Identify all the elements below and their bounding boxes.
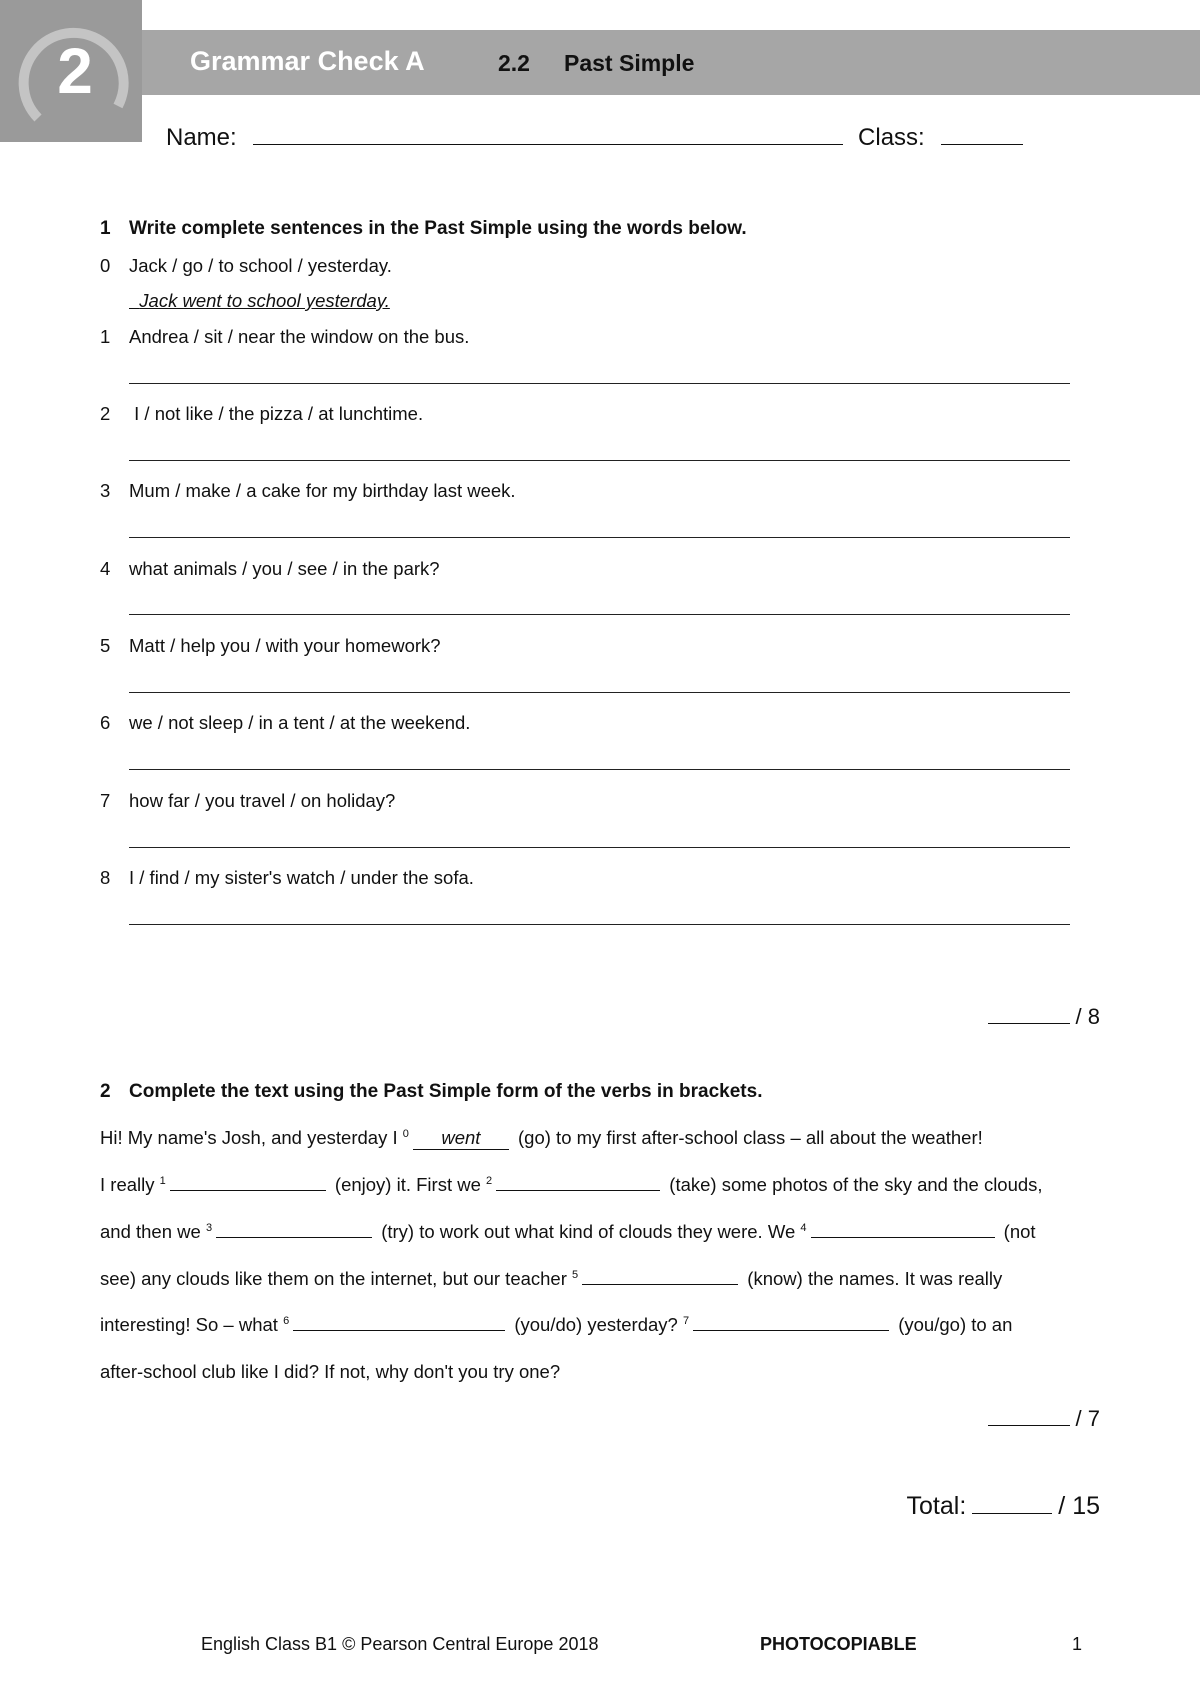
question-item: 8 I / find / my sister's watch / under the sofa. [100,867,474,888]
gap-3[interactable] [216,1221,372,1238]
exercise1-score-field[interactable] [988,1005,1070,1024]
unit-number: 2 [57,35,93,107]
exercise1-heading [100,218,747,240]
exercise2-heading [100,1081,762,1103]
total-score [907,1492,1100,1521]
answer-line-1[interactable] [129,383,1070,384]
gap-6[interactable] [293,1314,505,1331]
example-prompt: Jack / go / to school / yesterday. [129,255,392,276]
answer-line-7[interactable] [129,847,1070,848]
example-item [100,255,392,277]
example-answer: Jack went to school yesterday. [139,290,390,311]
question-item: 7 how far / you travel / on holiday? [100,790,396,811]
total-score-field[interactable] [972,1493,1052,1514]
name-field[interactable] [253,122,843,145]
gap-7[interactable] [693,1314,889,1331]
text-line-1: Hi! My name's Josh, and yesterday I $^0$ went (go) to my first after-school class – all about the weather! [100,1127,983,1148]
answer-line-2[interactable] [129,460,1070,461]
example-number: 0 [100,255,111,276]
question-item: 6 we / not sleep / in a tent / at the weekend. [100,712,471,733]
unit-badge [0,0,142,142]
text-line-4: see) any clouds like them on the internet, but our teacher $^5$ (know) the names. It was really [100,1268,1003,1289]
total-label: Total: [906,1492,967,1520]
answer-line-3[interactable] [129,537,1070,538]
text-line-2: I really $^1$ (enjoy) it. First we $^2$ (take) some photos of the sky and the clouds, [100,1174,1043,1195]
question-item: 2 I / not like / the pizza / at lunchtime. [100,403,424,424]
exercise1-number: 1 [100,218,111,239]
footer-photocopiable: PHOTOCOPIABLE [760,1634,917,1654]
gap-1[interactable] [170,1174,326,1191]
grammar-topic: Past Simple [564,50,695,76]
student-info-row [166,122,1023,152]
page-number: 1 [1072,1634,1083,1654]
answer-line-5[interactable] [129,692,1070,693]
exercise2-score-field[interactable] [988,1407,1070,1426]
exercise2-score: / 7 [988,1406,1100,1432]
exercise2-instruction: Complete the text using the Past Simple form of the verbs in brackets. [129,1081,763,1102]
text-line-3: and then we $^3$ (try) to work out what kind of clouds they were. We $^4$ (not [100,1221,1036,1242]
footer-copyright: English Class B1 © Pearson Central Europe 2018 [201,1634,599,1654]
text-line-5: interesting! So – what $^6$ (you/do) yesterday? $^7$ (you/go) to an [100,1314,1013,1335]
gap-2[interactable] [496,1174,660,1191]
question-item: 4 what animals / you / see / in the park? [100,558,440,579]
worksheet-title: Grammar Check A [190,46,425,76]
question-item: 1 Andrea / sit / near the window on the bus. [100,326,470,347]
class-field[interactable] [941,122,1023,145]
exercise2-number: 2 [100,1081,111,1102]
question-item: 3 Mum / make / a cake for my birthday last week. [100,480,516,501]
section-number: 2.2 [498,50,530,76]
answer-line-4[interactable] [129,614,1070,615]
exercise1-score: / 8 [988,1004,1100,1030]
class-label: Class: [858,124,925,151]
answer-line-6[interactable] [129,769,1070,770]
answer-line-8[interactable] [129,924,1070,925]
example-blank: went [413,1127,509,1150]
gap-5[interactable] [582,1268,738,1285]
question-item: 5 Matt / help you / with your homework? [100,635,441,656]
exercise1-instruction: Write complete sentences in the Past Simple using the words below. [129,218,747,239]
name-label: Name: [166,124,237,151]
total-max: / 15 [1058,1492,1100,1520]
text-line-6: after-school club like I did? If not, why don't you try one? [100,1361,561,1382]
gap-4[interactable] [811,1221,995,1238]
